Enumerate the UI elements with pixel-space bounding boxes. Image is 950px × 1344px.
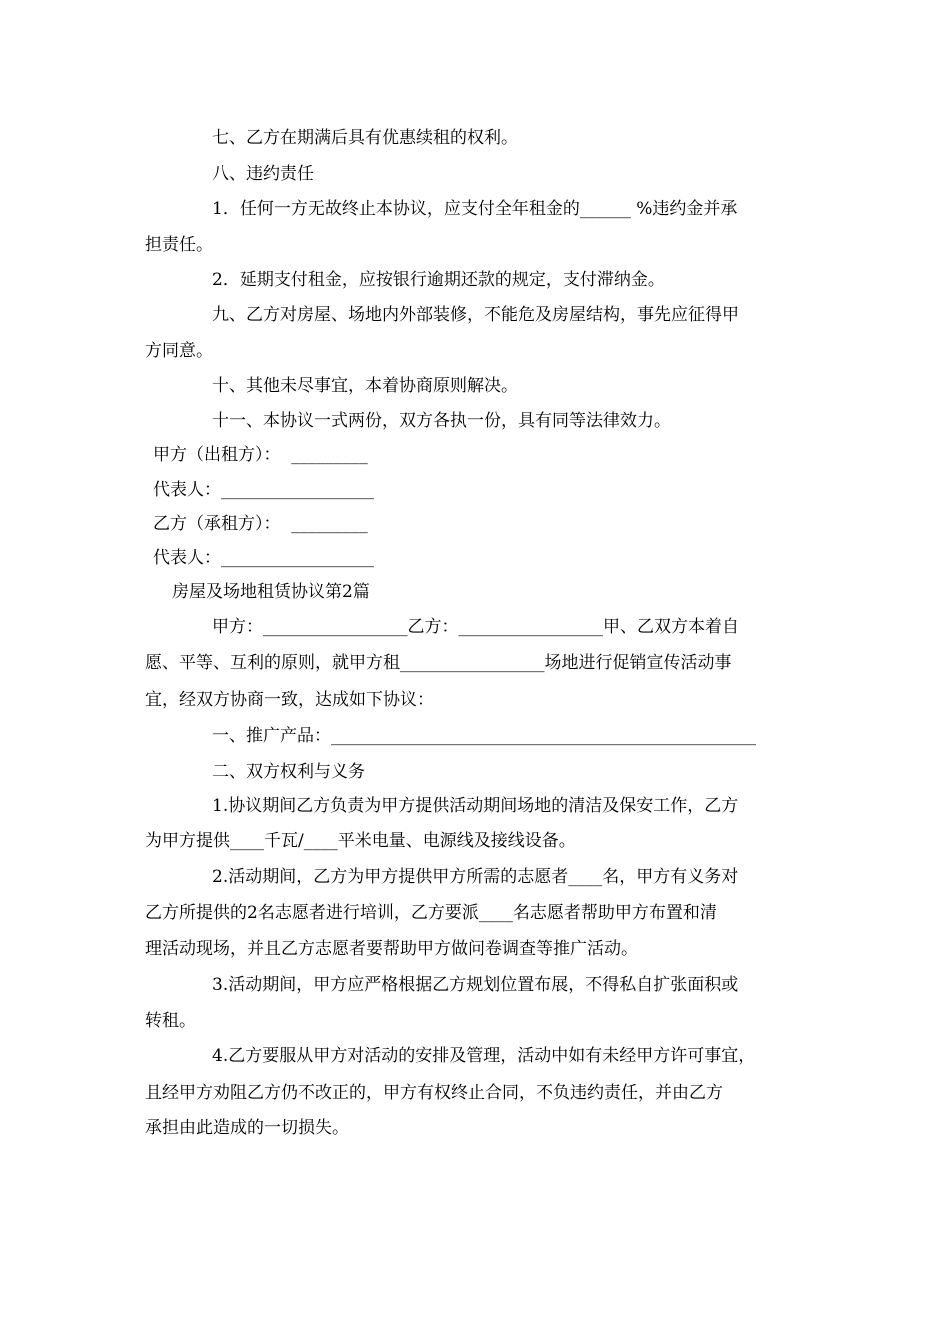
obligation-3-line-2: 转租。 — [145, 1011, 196, 1031]
obligation-2-line-3: 理活动现场，并且乙方志愿者要帮助甲方做问卷调查等推广活动。 — [145, 939, 638, 959]
party-b-representative-line: 代表人：__________________ — [153, 548, 374, 568]
heading-breach-liability: 八、违约责任 — [212, 164, 314, 184]
obligation-1-line-1: 1.协议期间乙方负责为甲方提供活动期间场地的清洁及保安工作，乙方 — [212, 796, 739, 816]
breach-item-1-line-2: 担责任。 — [145, 235, 213, 255]
obligation-4-line-2: 且经甲方劝阻乙方仍不改正的，甲方有权终止合同，不负违约责任，并由乙方 — [145, 1083, 723, 1103]
party-b-signature-line: 乙方（承租方）： _________ — [153, 514, 368, 534]
clause-9-line-2: 方同意。 — [145, 341, 213, 361]
obligation-4-line-3: 承担由此造成的一切损失。 — [145, 1118, 349, 1138]
parties-line-3: 宜，经双方协商一致，达成如下协议： — [145, 690, 434, 710]
obligation-4-line-1: 4.乙方要服从甲方对活动的安排及管理，活动中如有未经甲方许可事宜， — [212, 1046, 756, 1066]
obligation-2-line-2: 乙方所提供的2名志愿者进行培训，乙方要派____名志愿者帮助甲方布置和清 — [145, 903, 717, 923]
breach-item-2: 2．延期支付租金，应按银行逾期还款的规定，支付滞纳金。 — [212, 270, 665, 290]
clause-7: 七、乙方在期满后具有优惠续租的权利。 — [212, 128, 518, 148]
clause-9-line-1: 九、乙方对房屋、场地内外部装修，不能危及房屋结构，事先应征得甲 — [212, 305, 739, 325]
obligation-1-line-2: 为甲方提供____千瓦/____平米电量、电源线及接线设备。 — [145, 831, 576, 851]
promoted-product-line: 一、推广产品：__________________________________________________ — [212, 726, 756, 746]
clause-10: 十、其他未尽事宜，本着协商原则解决。 — [212, 376, 518, 396]
obligation-3-line-1: 3.活动期间，甲方应严格根据乙方规划位置布展，不得私自扩张面积或 — [212, 975, 739, 995]
heading-rights-obligations: 二、双方权利与义务 — [212, 762, 365, 782]
obligation-2-line-1: 2.活动期间，乙方为甲方提供甲方所需的志愿者____名，甲方有义务对 — [212, 867, 739, 887]
party-a-signature-line: 甲方（出租方）： _________ — [153, 445, 368, 465]
breach-item-1-line-1: 1．任何一方无故终止本协议，应支付全年租金的______ %违约金并承 — [212, 199, 738, 219]
parties-line-2: 愿、平等、互利的原则，就甲方租_________________场地进行促销宣传活动事 — [145, 653, 732, 673]
party-a-representative-line: 代表人：__________________ — [153, 480, 374, 500]
clause-11: 十一、本协议一式两份，双方各执一份，具有同等法律效力。 — [212, 411, 671, 431]
parties-line-1: 甲方：_________________乙方：_________________甲、乙双方本着自 — [212, 617, 739, 637]
section-title-part-2: 房屋及场地租赁协议第2篇 — [172, 582, 370, 602]
